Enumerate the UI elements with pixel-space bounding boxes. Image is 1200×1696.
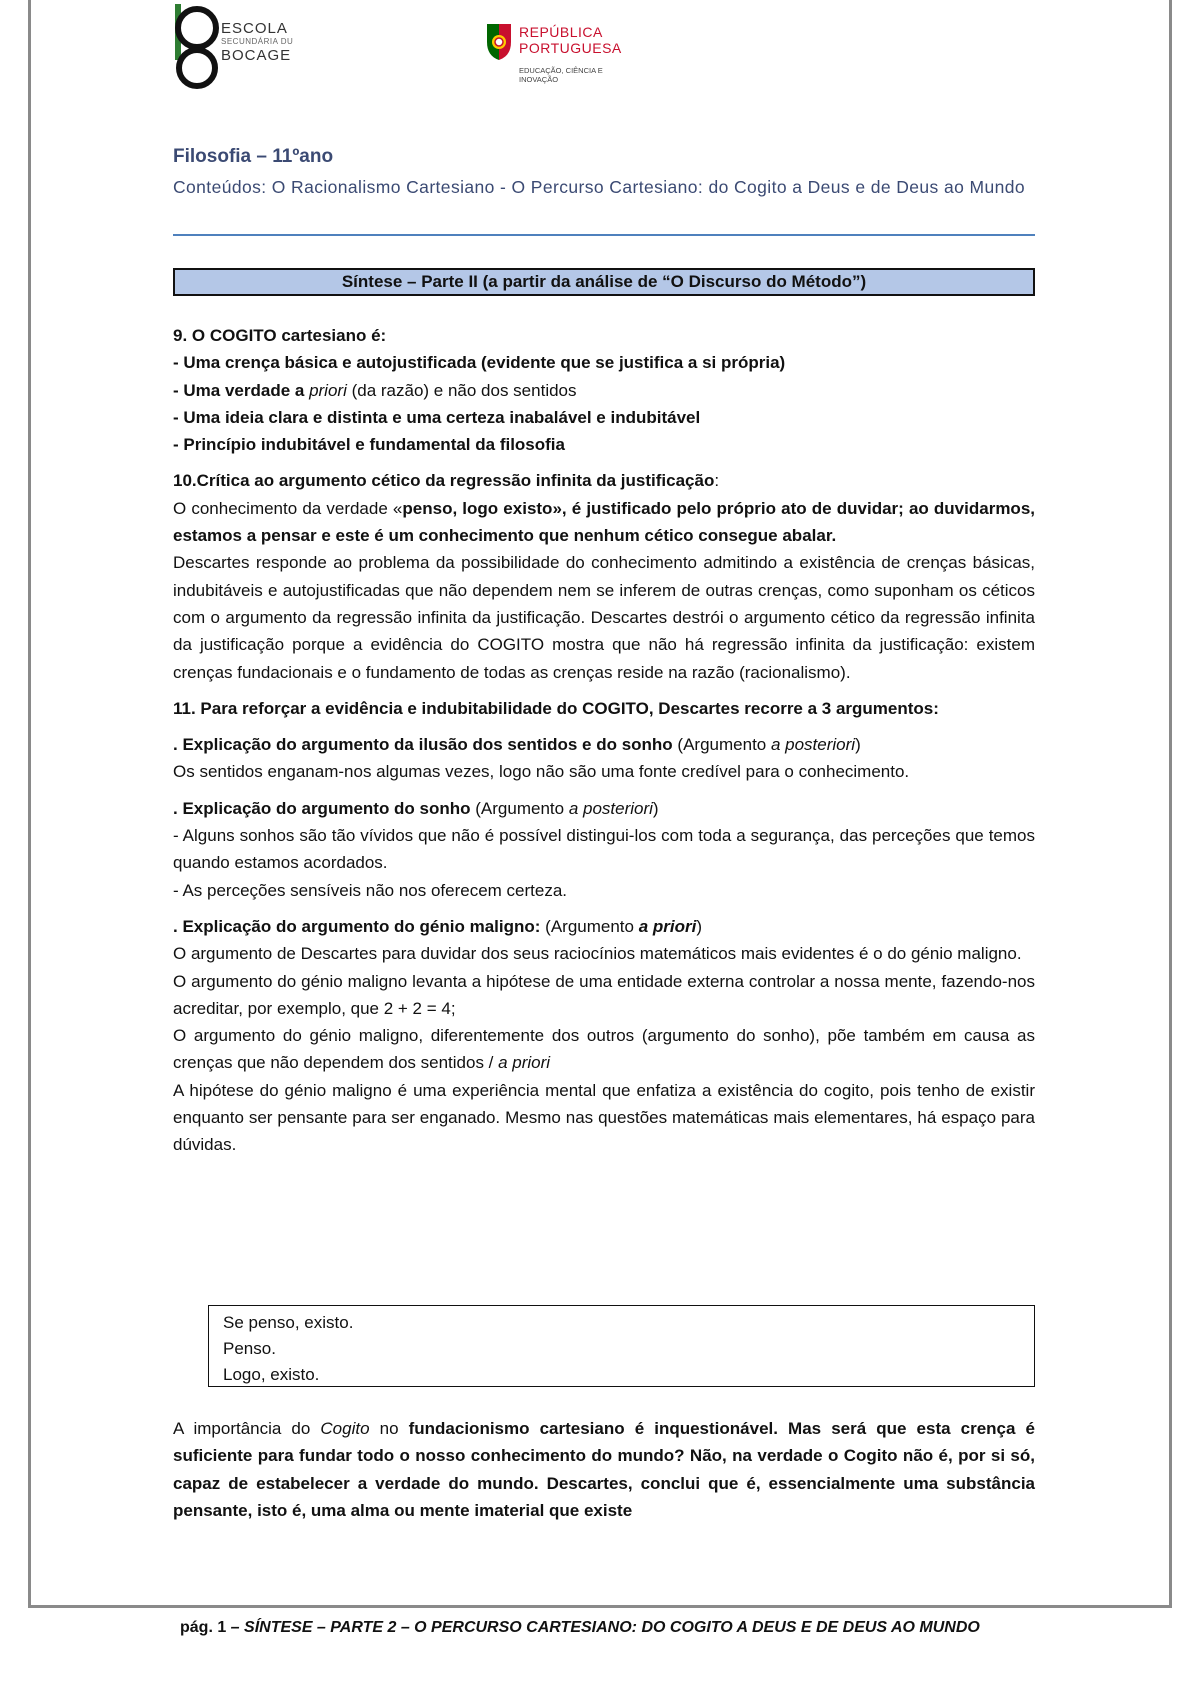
- list-item: - Uma crença básica e autojustificada (evidente que se justifica a si própria): [173, 353, 786, 373]
- argument-heading: . Explicação do argumento da ilusão dos sentidos e do sonho (Argumento a posteriori): [173, 735, 861, 755]
- title-divider: [173, 234, 1035, 236]
- section-10-heading: 10.Crítica ao argumento cético da regressão infinita da justificação:: [173, 471, 720, 491]
- paragraph: O argumento do génio maligno levanta a hipótese de uma entidade externa controlar a nossa mente, fazendo-nos acreditar, por exemplo, que 2 + 2 = 4;: [173, 971, 1035, 1018]
- section-9-heading: 9. O COGITO cartesiano é:: [173, 326, 387, 345]
- contents-subtitle: Conteúdos: O Racionalismo Cartesiano - O Percurso Cartesiano: do Cogito a Deus e de Deus ao Mundo: [173, 177, 1026, 197]
- page-footer: [180, 1616, 1040, 1640]
- section-11-heading: 11. Para reforçar a evidência e indubitabilidade do COGITO, Descartes recorre a 3 argumentos:: [173, 698, 939, 718]
- paragraph: O argumento do génio maligno, diferentemente dos outros (argumento do sonho), põe também em causa as crenças que não dependem dos sentidos / a priori: [173, 1026, 1035, 1073]
- syllogism-line: Penso.: [223, 1339, 276, 1358]
- paragraph: A hipótese do génio maligno é uma experiência mental que enfatiza a existência do cogito, pois tenho de existir enquanto ser pensante para ser enganado. Mesmo nas questões matemáticas mais elementares, há espaço para dúvidas.: [173, 1080, 1035, 1155]
- argument-heading: . Explicação do argumento do génio maligno: (Argumento a priori): [173, 916, 702, 936]
- paragraph: Descartes responde ao problema da possibilidade do conhecimento admitindo a existência de crenças básicas, indubitáveis e autojustificadas que não dependem nem se inferem de outras crenças, como suponham os céticos com o argumento da regressão infinita da justificação. Descartes destrói o argumento cético da regressão infinita da justificação porque a evidência do COGITO mostra que não há regressão infinita da justificação: existem crenças fundacionais e o fundamento de todas as crenças reside na razão (racionalismo).: [173, 553, 1035, 682]
- paragraph: - Alguns sonhos são tão vívidos que não é possível distingui-los com toda a segurança, das perceções que temos quando estamos acordados.: [173, 826, 1035, 873]
- school-emblem-icon: [173, 4, 223, 90]
- list-item: - Princípio indubitável e fundamental da filosofia: [173, 435, 565, 455]
- paragraph: O conhecimento da verdade «penso, logo existo», é justificado pelo próprio ato de duvidar; ao duvidarmos, estamos a pensar e este é um conhecimento que nenhum cético consegue abalar.: [173, 498, 1035, 546]
- ministry-name: EDUCAÇÃO, CIÊNCIA E INOVAÇÃO: [519, 66, 603, 84]
- portugal-emblem-icon: [483, 22, 513, 62]
- section-9: [173, 322, 1035, 1159]
- closing-paragraph: A importância do Cogito no fundacionismo cartesiano é inquestionável. Mas será que esta crença é suficiente para fundar todo o nosso conhecimento do mundo? Não, na verdade o Cogito não é, por si só, capaz de estabelecer a verdade do mundo. Descartes, conclui que é, essencialmente uma substância pensante, isto é, uma alma ou mente imaterial que existe: [173, 1419, 1035, 1520]
- syllogism-line: Logo, existo.: [223, 1365, 320, 1384]
- paragraph: Os sentidos enganam-nos algumas vezes, logo não são uma fonte credível para o conhecimento.: [173, 762, 910, 782]
- page-number: pág. 1: [180, 1619, 227, 1636]
- argument-heading: . Explicação do argumento do sonho (Argumento a posteriori): [173, 798, 659, 818]
- page-title: Filosofia – 11ºano: [173, 146, 334, 167]
- footer-title: – SÍNTESE – PARTE 2 – O PERCURSO CARTESIANO: DO COGITO A DEUS E DE DEUS AO MUNDO: [226, 1619, 980, 1636]
- cogito-syllogism-box: [208, 1305, 1035, 1387]
- paragraph: - As perceções sensíveis não nos oferecem certeza.: [173, 880, 568, 900]
- syllogism-line: Se penso, existo.: [223, 1313, 354, 1332]
- government-name: REPÚBLICA PORTUGUESA: [519, 24, 622, 56]
- list-item: - Uma verdade a priori (da razão) e não dos sentidos: [173, 380, 577, 400]
- government-logo: [483, 22, 633, 84]
- school-name: ESCOLA SECUNDÁRIA DU BOCAGE: [221, 20, 294, 64]
- school-logo: [173, 4, 313, 90]
- paragraph: O argumento de Descartes para duvidar dos seus raciocínios matemáticos mais evidentes é o do génio maligno.: [173, 944, 1022, 964]
- list-item: - Uma ideia clara e distinta e uma certeza inabalável e indubitável: [173, 407, 701, 427]
- synthesis-banner: Síntese – Parte II (a partir da análise de “O Discurso do Método”): [173, 268, 1035, 296]
